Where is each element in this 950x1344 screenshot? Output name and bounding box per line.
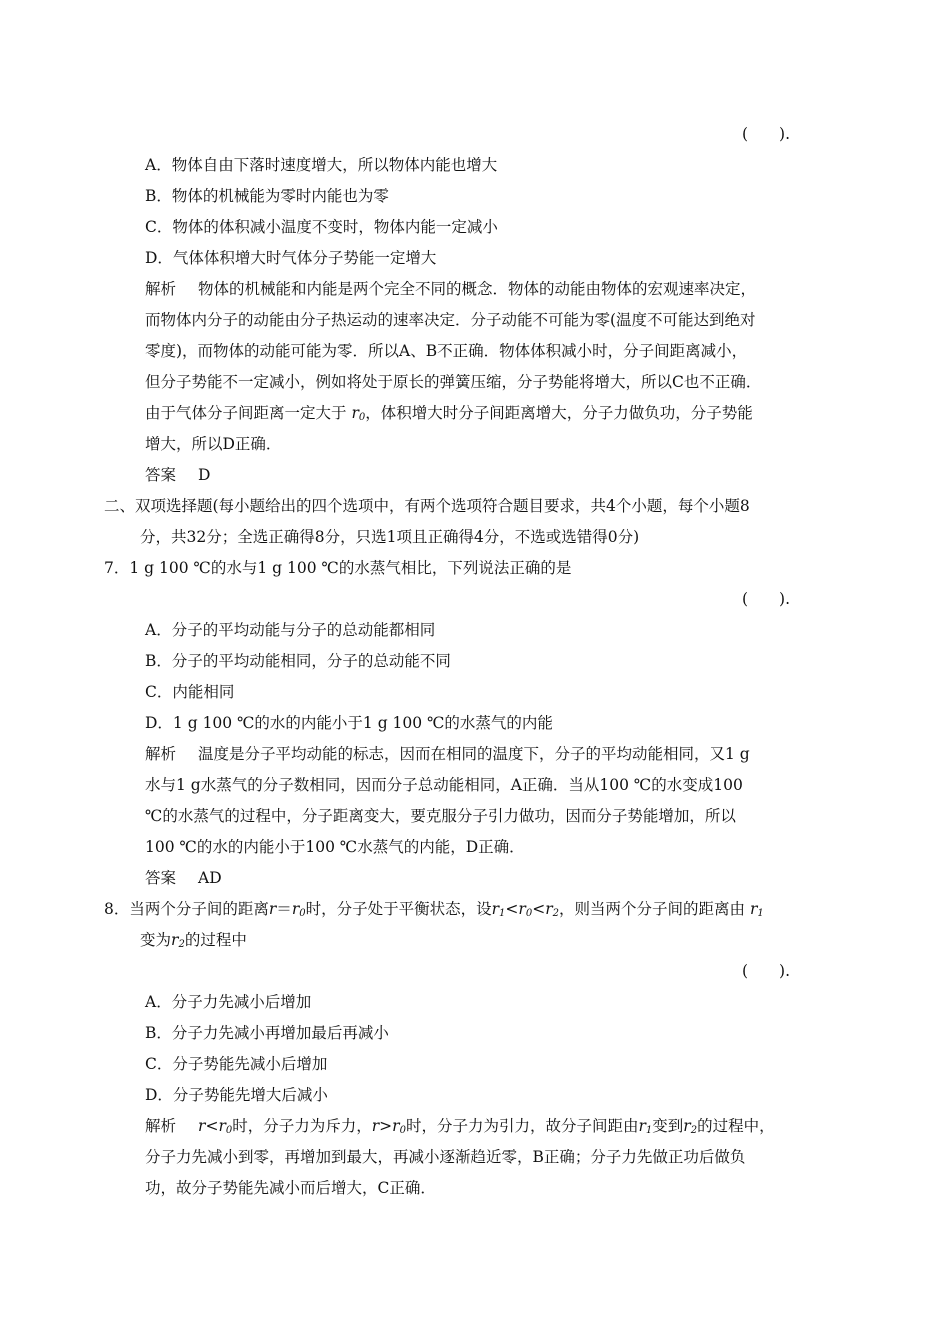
q7-answer — [145, 868, 222, 888]
q6-option-d: D．气体体积增大时气体分子势能一定增大 — [145, 249, 437, 267]
q8-stem-text-b: 时，分子处于平衡状态，设 — [305, 900, 492, 918]
symbol-r2: $r_2$ — [683, 1117, 698, 1136]
q6-option-a: A．物体自由下落时速度增大，所以物体内能也增大 — [145, 156, 498, 174]
q7-stem: 7．1 g 100 ℃的水与1 g 100 ℃的水蒸气相比，下列说法正确的是 — [104, 559, 572, 577]
q7-answer-paren: ( ). — [742, 590, 791, 608]
q7-analysis-text-1: 温度是分子平均动能的标志，因而在相同的温度下，分子的平均动能相同，又1 g — [198, 745, 750, 763]
q7-option-a: A．分子的平均动能与分子的总动能都相同 — [145, 621, 436, 639]
q6-analysis-text-5a: 由于气体分子间距离一定大于 — [145, 404, 347, 422]
symbol-r0: $r_0$ — [218, 1117, 233, 1136]
q7-answer-value: AD — [198, 869, 222, 887]
q6-analysis-line-4: 但分子势能不一定减小，例如将处于原长的弹簧压缩，分子势能将增大，所以C也不正确． — [145, 373, 762, 391]
section2-heading-line-2: 分，共32分；全选正确得8分，只选1项且正确得4分，不选或选错得0分) — [140, 528, 640, 546]
q6-analysis-text-1: 物体的机械能和内能是两个完全不同的概念．物体的动能由物体的宏观速率决定， — [198, 280, 757, 298]
q6-analysis-line-3: 零度)，而物体的动能可能为零．所以A、B不正确．物体体积减小时，分子间距离减小， — [145, 342, 748, 360]
q8-stem-lt-2: < — [532, 900, 546, 918]
q6-answer — [145, 465, 210, 485]
q7-option-b: B．分子的平均动能相同，分子的总动能不同 — [145, 652, 451, 670]
symbol-r: r — [268, 900, 277, 918]
q8-stem-line-2 — [140, 930, 247, 950]
q6-analysis-text-5b: ，体积增大时分子间距离增大，分子力做负功，分子势能 — [365, 404, 753, 422]
q8-analysis-text-1b: 时，分子力为引力，故分子间距由 — [405, 1117, 639, 1135]
q7-analysis-line-1 — [145, 744, 750, 764]
q8-option-d: D．分子势能先增大后减小 — [145, 1086, 328, 1104]
q6-analysis-label: 解析 — [145, 280, 177, 298]
symbol-r0: $r_0$ — [351, 404, 366, 423]
q8-stem-eq: ＝ — [276, 900, 292, 918]
q8-stem-text-c: ，则当两个分子间的距离由 — [559, 900, 746, 918]
q8-analysis-line-3: 功，故分子势能先减小而后增大，C正确． — [145, 1179, 436, 1197]
q6-analysis-line-1 — [145, 279, 756, 299]
q8-option-b: B．分子力先减小再增加最后再减小 — [145, 1024, 389, 1042]
q8-analysis-line-1 — [145, 1116, 775, 1136]
q6-analysis-line-6: 增大，所以D正确． — [145, 435, 282, 453]
q8-analysis-lt: < — [205, 1117, 219, 1135]
symbol-r0: $r_0$ — [518, 900, 533, 919]
q8-option-a: A．分子力先减小后增加 — [145, 993, 312, 1011]
q7-option-d: D．1 g 100 ℃的水的内能小于1 g 100 ℃的水蒸气的内能 — [145, 714, 553, 732]
section2-heading-line-1: 二、双项选择题(每小题给出的四个选项中，有两个选项符合题目要求，共4个小题，每个小题8 — [104, 497, 750, 515]
q6-option-b: B．物体的机械能为零时内能也为零 — [145, 187, 389, 205]
q8-analysis-gt: > — [379, 1117, 393, 1135]
q8-answer-paren: ( ). — [742, 962, 791, 980]
symbol-r1: $r_1$ — [749, 900, 764, 919]
symbol-r2: $r_2$ — [545, 900, 560, 919]
q8-analysis-line-2: 分子力先减小到零，再增加到最大，再减小逐渐趋近零，B正确；分子力先做正功后做负 — [145, 1148, 746, 1166]
q8-stem-text-d: 变为 — [140, 931, 172, 949]
q7-analysis-line-3: ℃的水蒸气的过程中，分子距离变大，要克服分子引力做功，因而分子势能增加，所以 — [145, 807, 736, 825]
q8-analysis-text-1a: 时，分子力为斥力， — [232, 1117, 372, 1135]
q6-answer-label: 答案 — [145, 466, 177, 484]
symbol-r: r — [198, 1117, 206, 1135]
q8-analysis-label: 解析 — [145, 1117, 177, 1135]
q8-option-c: C．分子势能先减小后增加 — [145, 1055, 328, 1073]
q8-stem-line-1 — [104, 899, 764, 919]
q8-stem-lt-1: < — [505, 900, 519, 918]
q7-analysis-label: 解析 — [145, 745, 177, 763]
symbol-r0: $r_0$ — [392, 1117, 406, 1136]
q6-answer-paren: ( ). — [742, 125, 791, 143]
symbol-r: r — [371, 1117, 380, 1135]
symbol-r1: $r_1$ — [491, 900, 506, 919]
q6-answer-value: D — [198, 466, 211, 484]
q7-option-c: C．内能相同 — [145, 683, 235, 701]
q6-analysis-line-2: 而物体内分子的动能由分子热运动的速率决定．分子动能不可能为零(温度不可能达到绝对 — [145, 311, 756, 329]
q7-answer-label: 答案 — [145, 869, 177, 887]
q8-stem-text-a: 8．当两个分子间的距离 — [104, 900, 269, 918]
q8-stem-text-e: 的过程中 — [184, 931, 247, 949]
q7-analysis-line-4: 100 ℃的水的内能小于100 ℃水蒸气的内能，D正确． — [145, 838, 525, 856]
symbol-r1: $r_1$ — [638, 1117, 653, 1136]
q6-analysis-line-5 — [145, 403, 753, 423]
symbol-r2: $r_2$ — [171, 931, 185, 950]
q6-option-c: C．物体的体积减小温度不变时，物体内能一定减小 — [145, 218, 498, 236]
q7-analysis-line-2: 水与1 g水蒸气的分子数相同，因而分子总动能相同，A正确．当从100 ℃的水变成100 — [145, 776, 743, 794]
q8-analysis-text-1d: 的过程中， — [697, 1117, 775, 1135]
q8-analysis-text-1c: 变到 — [652, 1117, 684, 1135]
symbol-r0: $r_0$ — [291, 900, 306, 919]
